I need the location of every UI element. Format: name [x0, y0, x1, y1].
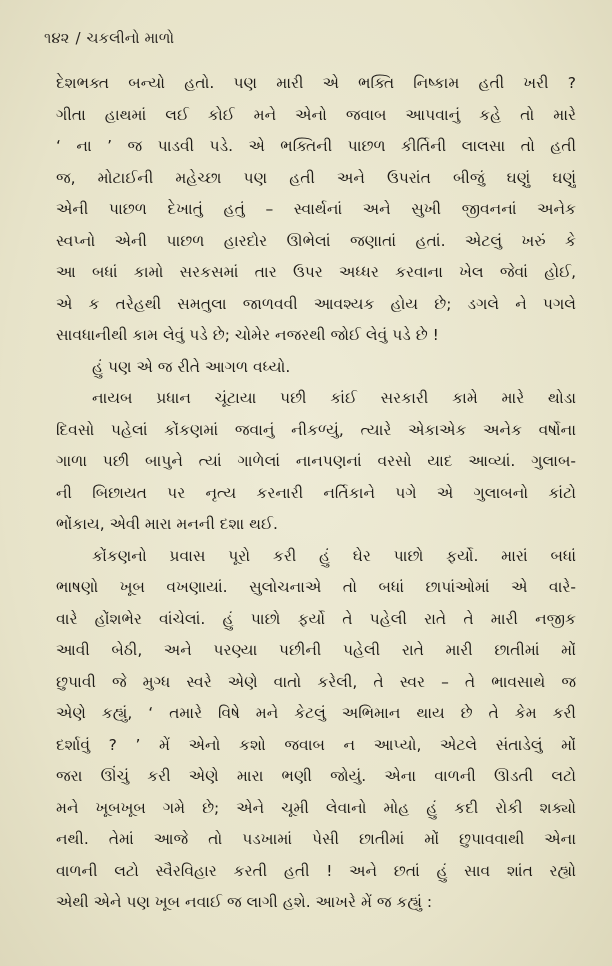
- text-line: નથી. તેમાં આજે તો પડખામાં પેસી છાતીમાં મોં છુપાવવાથી એના: [56, 830, 576, 848]
- text-line: સાવધાનીથી કામ લેવું પડે છે; ચોમેર નજરથી જોઈ લેવું પડે છે !: [56, 326, 439, 344]
- text-line: ભાષણો ખૂબ વખણાયાં. સુલોચનાએ તો બધાં છાપાંઓમાં એ વારે-: [56, 578, 576, 596]
- text-line: એણે કહ્યું, ‘ તમારે વિષે મને કેટલું અભિમાન થાય છે તે કેમ કરી: [56, 704, 576, 722]
- paragraph: [56, 383, 576, 541]
- text-line: એથી એને પણ ખૂબ નવાઈ જ લાગી હશે. આખરે મેં જ કહ્યું :: [56, 893, 433, 911]
- text-line: વારે હોંશભેર વાંચેલાં. હું પાછો ફર્યો તે પહેલી રાતે તે મારી નજીક: [56, 609, 576, 628]
- page-number: ૧૪૨: [44, 29, 70, 47]
- text-line: મને ખૂબખૂબ ગમે છે; એને ચૂમી લેવાનો મોહ હું કદી રોકી શક્યો: [56, 798, 576, 817]
- text-line: જ, મોટાઈની મહેચ્છા પણ હતી અને ઉપરાંત બીજું ઘણું ઘણું: [56, 168, 576, 187]
- text-line: એની પાછળ દેખાતું હતું – સ્વાર્થનાં અને સુખી જીવનનાં અનેક: [56, 200, 576, 218]
- paragraph: [56, 352, 576, 384]
- text-line: સ્વપ્નો એની પાછળ હારદોર ઊભેલાં જણાતાં હતાં. એટલું ખરું કે: [56, 231, 576, 250]
- text-line: છુપાવી જે મુગ્ધ સ્વરે એણે વાતો કરેલી, તે સ્વર – તે ભાવસાથે જ: [56, 672, 576, 691]
- text-line: વાળની લટો સ્વૈરવિહાર કરતી હતી ! અને છતાં હું સાવ શાંત રહ્યો: [56, 861, 576, 880]
- paragraph: [56, 541, 576, 919]
- text-line: દેશભક્ત બન્યો હતો. પણ મારી એ ભક્તિ નિષ્કામ હતી ખરી ?: [56, 74, 576, 92]
- paragraph: [56, 68, 576, 352]
- text-line: ગાળા પછી બાપુને ત્યાં ગાળેલાં નાનપણનાં વરસો યાદ આવ્યાં. ગુલાબ-: [56, 452, 576, 470]
- text-line: એ ક તરેહથી સમતુલા જાળવવી આવશ્યક હોય છે; ડગલે ને પગલે: [56, 294, 576, 313]
- running-header: [44, 28, 174, 48]
- text-line: આ બધાં કામો સરકસમાં તાર ઉપર અધ્ધર કરવાના ખેલ જેવાં હોઈ,: [56, 263, 576, 281]
- body-text: [56, 68, 576, 919]
- text-line: દિવસો પહેલાં કોંકણમાં જવાનું નીકળ્યું, ત્યારે એકાએક અનેક વર્ષોના: [56, 420, 576, 439]
- text-line: ગીતા હાથમાં લઈ કોઈ મને એનો જવાબ આપવાનું કહે તો મારે: [56, 105, 576, 124]
- text-line: આવી બેઠી, અને પરણ્યા પછીની પહેલી રાતે મારી છાતીમાં મોં: [56, 641, 576, 659]
- text-line: હું પણ એ જ રીતે આગળ વધ્યો.: [92, 357, 291, 376]
- text-line: જરા ઊંચું કરી એણે મારા ભણી જોયું. એના વાળની ઊડતી લટો: [56, 767, 576, 785]
- text-line: દર્શાવું ? ’ મેં એનો કશો જવાબ ન આપ્યો, એટલે સંતાડેલું મોં: [56, 735, 576, 754]
- book-title: ચકલીનો માળો: [86, 29, 175, 47]
- text-line: ‘ ના ’ જ પાડવી પડે. એ ભક્તિની પાછળ કીર્તિની લાલસા તો હતી: [56, 137, 576, 155]
- text-line: નાયબ પ્રધાન ચૂંટાયા પછી કાંઈ સરકારી કામે મારે થોડા: [92, 389, 576, 407]
- header-separator: /: [75, 29, 81, 47]
- text-line: ની બિછાયત પર નૃત્ય કરનારી નર્તિકાને પગે એ ગુલાબનો કાંટો: [56, 483, 576, 502]
- text-line: ભોંકાય, એવી મારા મનની દશા થઈ.: [56, 515, 278, 533]
- text-line: કોંકણનો પ્રવાસ પૂરો કરી હું ઘેર પાછો ફર્યો. મારાં બધાં: [92, 546, 576, 565]
